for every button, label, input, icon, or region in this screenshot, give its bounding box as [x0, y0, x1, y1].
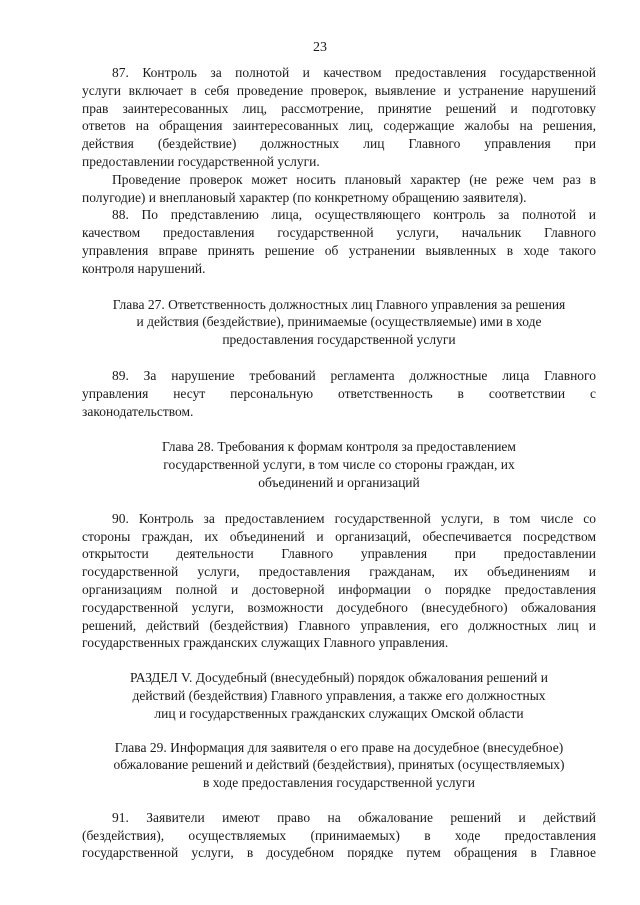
heading-line: РАЗДЕЛ V. Досудебный (внесудебный) порядок обжалования решений и [130, 670, 548, 686]
paragraph [82, 510, 596, 652]
text-line: 89. За нарушение требований регламента должностные лица Главного [112, 367, 596, 383]
section-heading [82, 669, 596, 722]
text-line: ответов на обращения заинтересованных лиц, содержащие жалобы на решения, [82, 118, 596, 134]
text-line: решений, действий (бездействия) Главного управления, его должностных лиц и [82, 617, 596, 633]
text-line: государственной услуги, предоставления гражданам, их объединениям и [82, 564, 596, 580]
text-line: полугодие) и внеплановый характер (по конкретному обращению заявителя). [82, 189, 527, 205]
section-heading [82, 296, 596, 349]
heading-line: и действия (бездействие), принимаемые (осуществляемые) ими в ходе [136, 314, 542, 330]
text-line: (бездействия), осуществляемых (принимаемых) в ходе предоставления [82, 827, 596, 843]
text-line: стороны граждан, их объединений и организаций, обеспечивается посредством [82, 528, 596, 544]
text-line: предоставлении государственной услуги. [82, 153, 320, 169]
text-line: государственной услуги, в досудебном порядке путем обращения в Главное [82, 845, 596, 861]
document-body [82, 64, 596, 862]
text-line: Проведение проверок может носить плановый характер (не реже чем раз в [112, 171, 596, 187]
text-line: 88. По представлению лица, осуществляющего контроль за полнотой и [112, 207, 596, 223]
text-line: 87. Контроль за полнотой и качеством предоставления государственной [112, 65, 596, 80]
heading-line: Глава 27. Ответственность должностных лиц Главного управления за решения [112, 296, 566, 312]
text-line: государственной услуги, возможности досудебного (внесудебного) обжалования [82, 599, 596, 615]
text-line: организациям полной и достоверной информации о порядке предоставления [82, 581, 596, 597]
section-heading [82, 739, 596, 792]
text-line: управления вправе принять решение об устранении выявленных в ходе такого [82, 242, 596, 258]
heading-line: Глава 28. Требования к формам контроля за предоставлением [162, 439, 516, 455]
text-line: 91. Заявители имеют право на обжалование решений и действий [112, 809, 596, 825]
text-line: 90. Контроль за предоставлением государственной услуги, в том числе со [112, 510, 596, 526]
heading-line: объединений и организаций [258, 474, 420, 490]
heading-line: Глава 29. Информация для заявителя о его праве на досудебное (внесудебное) [114, 739, 564, 755]
text-line: действия (бездействие) должностных лиц Главного управления при [82, 136, 596, 152]
text-line: качеством предоставления государственной услуги, начальник Главного [82, 225, 596, 241]
heading-line: в ходе предоставления государственной услуги [203, 775, 475, 791]
text-line: контроля нарушений. [82, 260, 206, 276]
text-line: услуги включает в себя проведение проверок, выявление и устранение нарушений [82, 82, 596, 98]
heading-line: государственной услуги, в том числе со стороны граждан, их [163, 457, 515, 473]
paragraph [82, 206, 596, 277]
text-line: открытости деятельности Главного управления при предоставлении [82, 546, 596, 562]
heading-line: действий (бездействия) Главного управления, а также его должностных [132, 687, 546, 703]
paragraph [82, 171, 596, 207]
paragraph [82, 809, 596, 862]
heading-line: обжалование решений и действий (бездействия), принятых (осуществляемых) [113, 757, 565, 773]
page-number: 23 [313, 40, 327, 55]
text-line: управления несут персональную ответственность в соответствии с [82, 385, 596, 401]
text-line: прав заинтересованных лиц, рассмотрение, принятие решений и подготовку [82, 100, 596, 116]
text-line: законодательством. [82, 403, 194, 419]
heading-line: лиц и государственных гражданских служащих Омской области [154, 705, 524, 721]
section-heading [82, 438, 596, 491]
heading-line: предоставления государственной услуги [222, 332, 456, 348]
paragraph [82, 367, 596, 420]
text-line: государственных гражданских служащих Главного управления. [82, 635, 449, 651]
paragraph [82, 64, 596, 171]
